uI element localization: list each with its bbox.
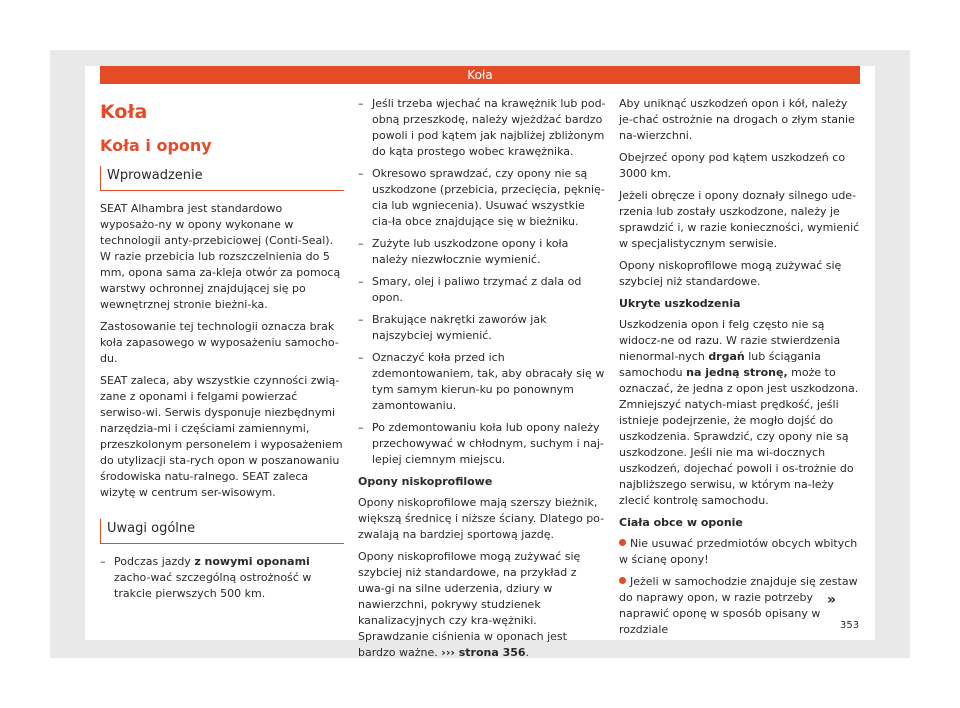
chapter-header-bar [100, 66, 860, 84]
lowprofile-paragraph-1: Opony niskoprofilowe mają szerszy bieżnik, większą średnicę i niższe ściany. Dlatego po-zwalają na bardziej sportową jazdę. [358, 496, 605, 541]
bullet-dot-icon [619, 577, 626, 584]
bullet-item: Jeżeli w samochodzie znajduje się zestaw do naprawy opon, w razie potrzeby naprawić oponę w sposób opisany w rozdziale [619, 575, 858, 636]
intro-paragraph-3: SEAT zaleca, aby wszystkie czynności zwią-zane z oponami i felgami powierzać serwiso-wi. Serwis dysponuje niezbędnymi narzędzia-mi i częściami zamiennymi, przeszkolonym personelem i wyposażeniem do utylizacji sta-rych opon w poszanowaniu środowiska natu-ralnego. SEAT zaleca wizytę w centrum ser-wisowym. [100, 374, 343, 499]
heading-lowprofile: Opony niskoprofilowe [358, 475, 493, 488]
damage-paragraph-4: Opony niskoprofilowe mogą zużywać się szybciej niż standardowe. [619, 259, 842, 288]
intro-paragraph-1: SEAT Alhambra jest standardowo wyposażo-ny w opony wykonane w technologii anty-przebiciowej (Conti-Seal). W razie przebicia lub rozszczelnienia do 5 mm, opona sama za-kleja otwór za pomocą warstwy ochronnej znajdującej się po wewnętrznej stronie bieżni-ka. [100, 202, 341, 311]
damage-paragraph-1: Aby uniknąć uszkodzeń opon i kół, należy je-chać ostrożnie na drogach o złym stanie na-wierzchni. [619, 97, 855, 142]
list-item: – Podczas jazdy z nowymi oponami zacho-wać szczególną ostrożność w trakcie pierwszych 500 km. [100, 554, 344, 602]
heading-foreign-objects: Ciała obce w oponie [619, 516, 743, 529]
intro-paragraph-2: Zastosowanie tej technologii oznacza brak koła zapasowego w wyposażeniu samocho-du. [100, 320, 339, 365]
heading-general: Uwagi ogólne [100, 519, 344, 544]
hidden-damage-paragraph: Uszkodzenia opon i felg często nie są widocz-ne od razu. W razie stwierdzenia nienormal-nych drgań lub ściągania samochodu na jedną stronę, może to oznaczać, że jedna z opon jest uszkodzona. Zmniejszyć natych-miast prędkość, jeśli istnieje podejrzenie, że mogło dojść do uszkodzenia. Sprawdzić, czy opony nie są uszkodzone. Jeśli nie ma wi-docznych uszkodzeń, dojechać powoli i os-trożnie do najbliższego serwisu, w którym na-leży zlecić kontrolę samochodu. [619, 318, 859, 507]
care-list [358, 96, 606, 468]
column-right [619, 96, 863, 644]
list-item: – Okresowo sprawdzać, czy opony nie są uszkodzone (przebicia, przecięcia, pęknię-cia lub wgniecenia). Usuwać wszystkie cia-ła obce znajdujące się w bieżniku. [358, 166, 606, 230]
section-title: Koła i opony [100, 136, 212, 155]
continue-arrow-icon: » [827, 592, 837, 608]
list-item: – Smary, olej i paliwo trzymać z dala od opon. [358, 274, 606, 306]
damage-paragraph-3: Jeżeli obręcze i opony doznały silnego ude-rzenia lub zostały uszkodzone, należy je sprawdzić i, w razie konieczności, wymienić w specjalistycznym serwisie. [619, 189, 860, 250]
bullet-item: Nie usuwać przedmiotów obcych wbitych w ścianę opony! [619, 537, 858, 566]
list-item: – Brakujące nakrętki zaworów jak najszybciej wymienić. [358, 312, 606, 344]
heading-intro: Wprowadzenie [100, 166, 344, 191]
list-item: – Oznaczyć koła przed ich zdemontowaniem, tak, aby obracały się w tym samym kierun-ku po ponownym zamontowaniu. [358, 350, 606, 414]
lowprofile-paragraph-2: Opony niskoprofilowe mogą zużywać się szybciej niż standardowe, na przykład z uwa-gi na silne uderzenia, dziury w nawierzchni, pokrywy studzienek kanalizacyjnych czy kra-wężniki. Sprawdzanie ciśnienia w oponach jest bardzo ważne. ››› strona 356. [358, 550, 581, 659]
page-number: 353 [840, 620, 860, 631]
page-reference-link[interactable]: ››› strona 356 [441, 646, 526, 659]
main-title: Koła [100, 101, 148, 123]
bullet-dot-icon [619, 539, 626, 546]
column-left [100, 96, 344, 608]
list-item: – Po zdemontowaniu koła lub opony należy przechowywać w chłodnym, suchym i naj-lepiej ciemnym miejscu. [358, 420, 606, 468]
list-item: – Jeśli trzeba wjechać na krawężnik lub pod-obną przeszkodę, należy wjeżdżać bardzo powoli i pod kątem jak najbliżej zbliżonym do kąta prostego wobec krawężnika. [358, 96, 606, 160]
chapter-title: Koła [467, 68, 493, 82]
general-list [100, 554, 344, 602]
column-middle [358, 96, 606, 667]
damage-paragraph-2: Obejrzeć opony pod kątem uszkodzeń co 3000 km. [619, 151, 846, 180]
list-item: – Zużyte lub uszkodzone opony i koła należy niezwłocznie wymienić. [358, 236, 606, 268]
heading-hidden-damage: Ukryte uszkodzenia [619, 297, 741, 310]
